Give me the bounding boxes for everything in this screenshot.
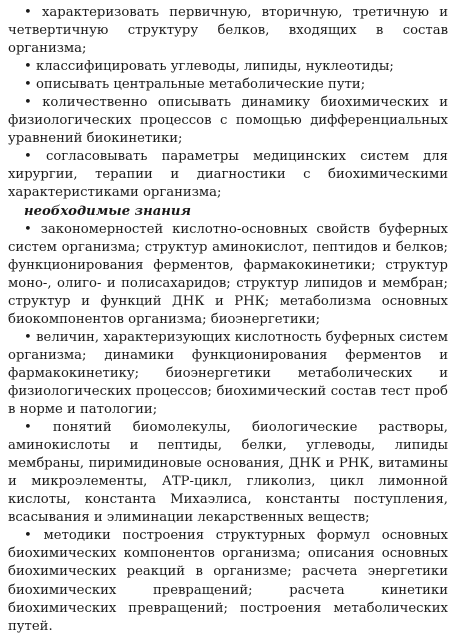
list-item-text: закономерностей кислотно-основных свойств буферных систем организма; структур аминокислот, пептидов и белков; функционирования ферментов, фармакокинетики; структур моно-, олиго- и полисахаридов; структур липидов и мембран; структур и функций ДНК и РНК; метаболизма основных биокомпонентов организма; биоэнергетики; <box>8 221 448 327</box>
list-item-text: количественно описывать динамику биохимических и физиологических процессов с помощью дифференциальных уравнений биокинетики; <box>8 95 448 147</box>
list-item <box>8 94 448 148</box>
list-item <box>8 527 448 635</box>
list-item-text: методики построения структурных формул основных биохимических компонентов организма; описания основных биохимических реакций в организме; расчета энергетики биохимических превращений; расчета кинетики биохимических превращений; построения метаболических путей. <box>8 528 448 634</box>
document-page <box>8 4 448 636</box>
bullet-icon: • <box>24 528 44 544</box>
list-item <box>8 148 448 202</box>
list-item-text: классифицировать углеводы, липиды, нуклеотиды; <box>35 59 394 75</box>
list-item <box>8 419 448 527</box>
bullet-icon: • <box>24 329 37 345</box>
bullet-icon: • <box>24 149 46 165</box>
list-item-text: величин, характеризующих кислотность буферных систем организма; динамики функционирования ферментов и фармакокинетику; биоэнергетики метаболических и физиологических процессов; биохимический состав тест проб в норме и патологии; <box>8 329 448 418</box>
list-item-text: характеризовать первичную, вторичную, третичную и четвертичную структуру белков, входящих в состав организма; <box>8 5 448 57</box>
list-item-text: понятий биомолекулы, биологические растворы, аминокислоты и пептиды, белки, углеводы, липиды мембраны, пиримидиновые основания, ДНК и РНК, витамины и микроэлементы, АТР-цикл, гликолиз, цикл лимонной кислоты, константа Михаэлиса, константы поступления, всасывания и элиминации лекарственных веществ; <box>8 420 448 526</box>
bullet-icon: • <box>24 5 42 20</box>
list-item <box>8 76 448 94</box>
list-item <box>8 58 448 76</box>
list-item-text: согласовывать параметры медицинских систем для хирургии, терапии и диагностики с биохимическими характеристиками организма; <box>8 149 448 201</box>
bullet-icon: • <box>24 77 36 93</box>
list-item <box>8 329 448 419</box>
list-item <box>8 4 448 58</box>
bullet-icon: • <box>24 59 36 75</box>
list-item <box>8 221 448 329</box>
section-subheading: необходимые знания <box>24 203 191 219</box>
bullet-icon: • <box>24 95 43 111</box>
list-item-text: описывать центральные метаболические пути; <box>35 77 366 93</box>
bullet-icon: • <box>24 221 41 237</box>
bullet-icon: • <box>24 420 53 436</box>
